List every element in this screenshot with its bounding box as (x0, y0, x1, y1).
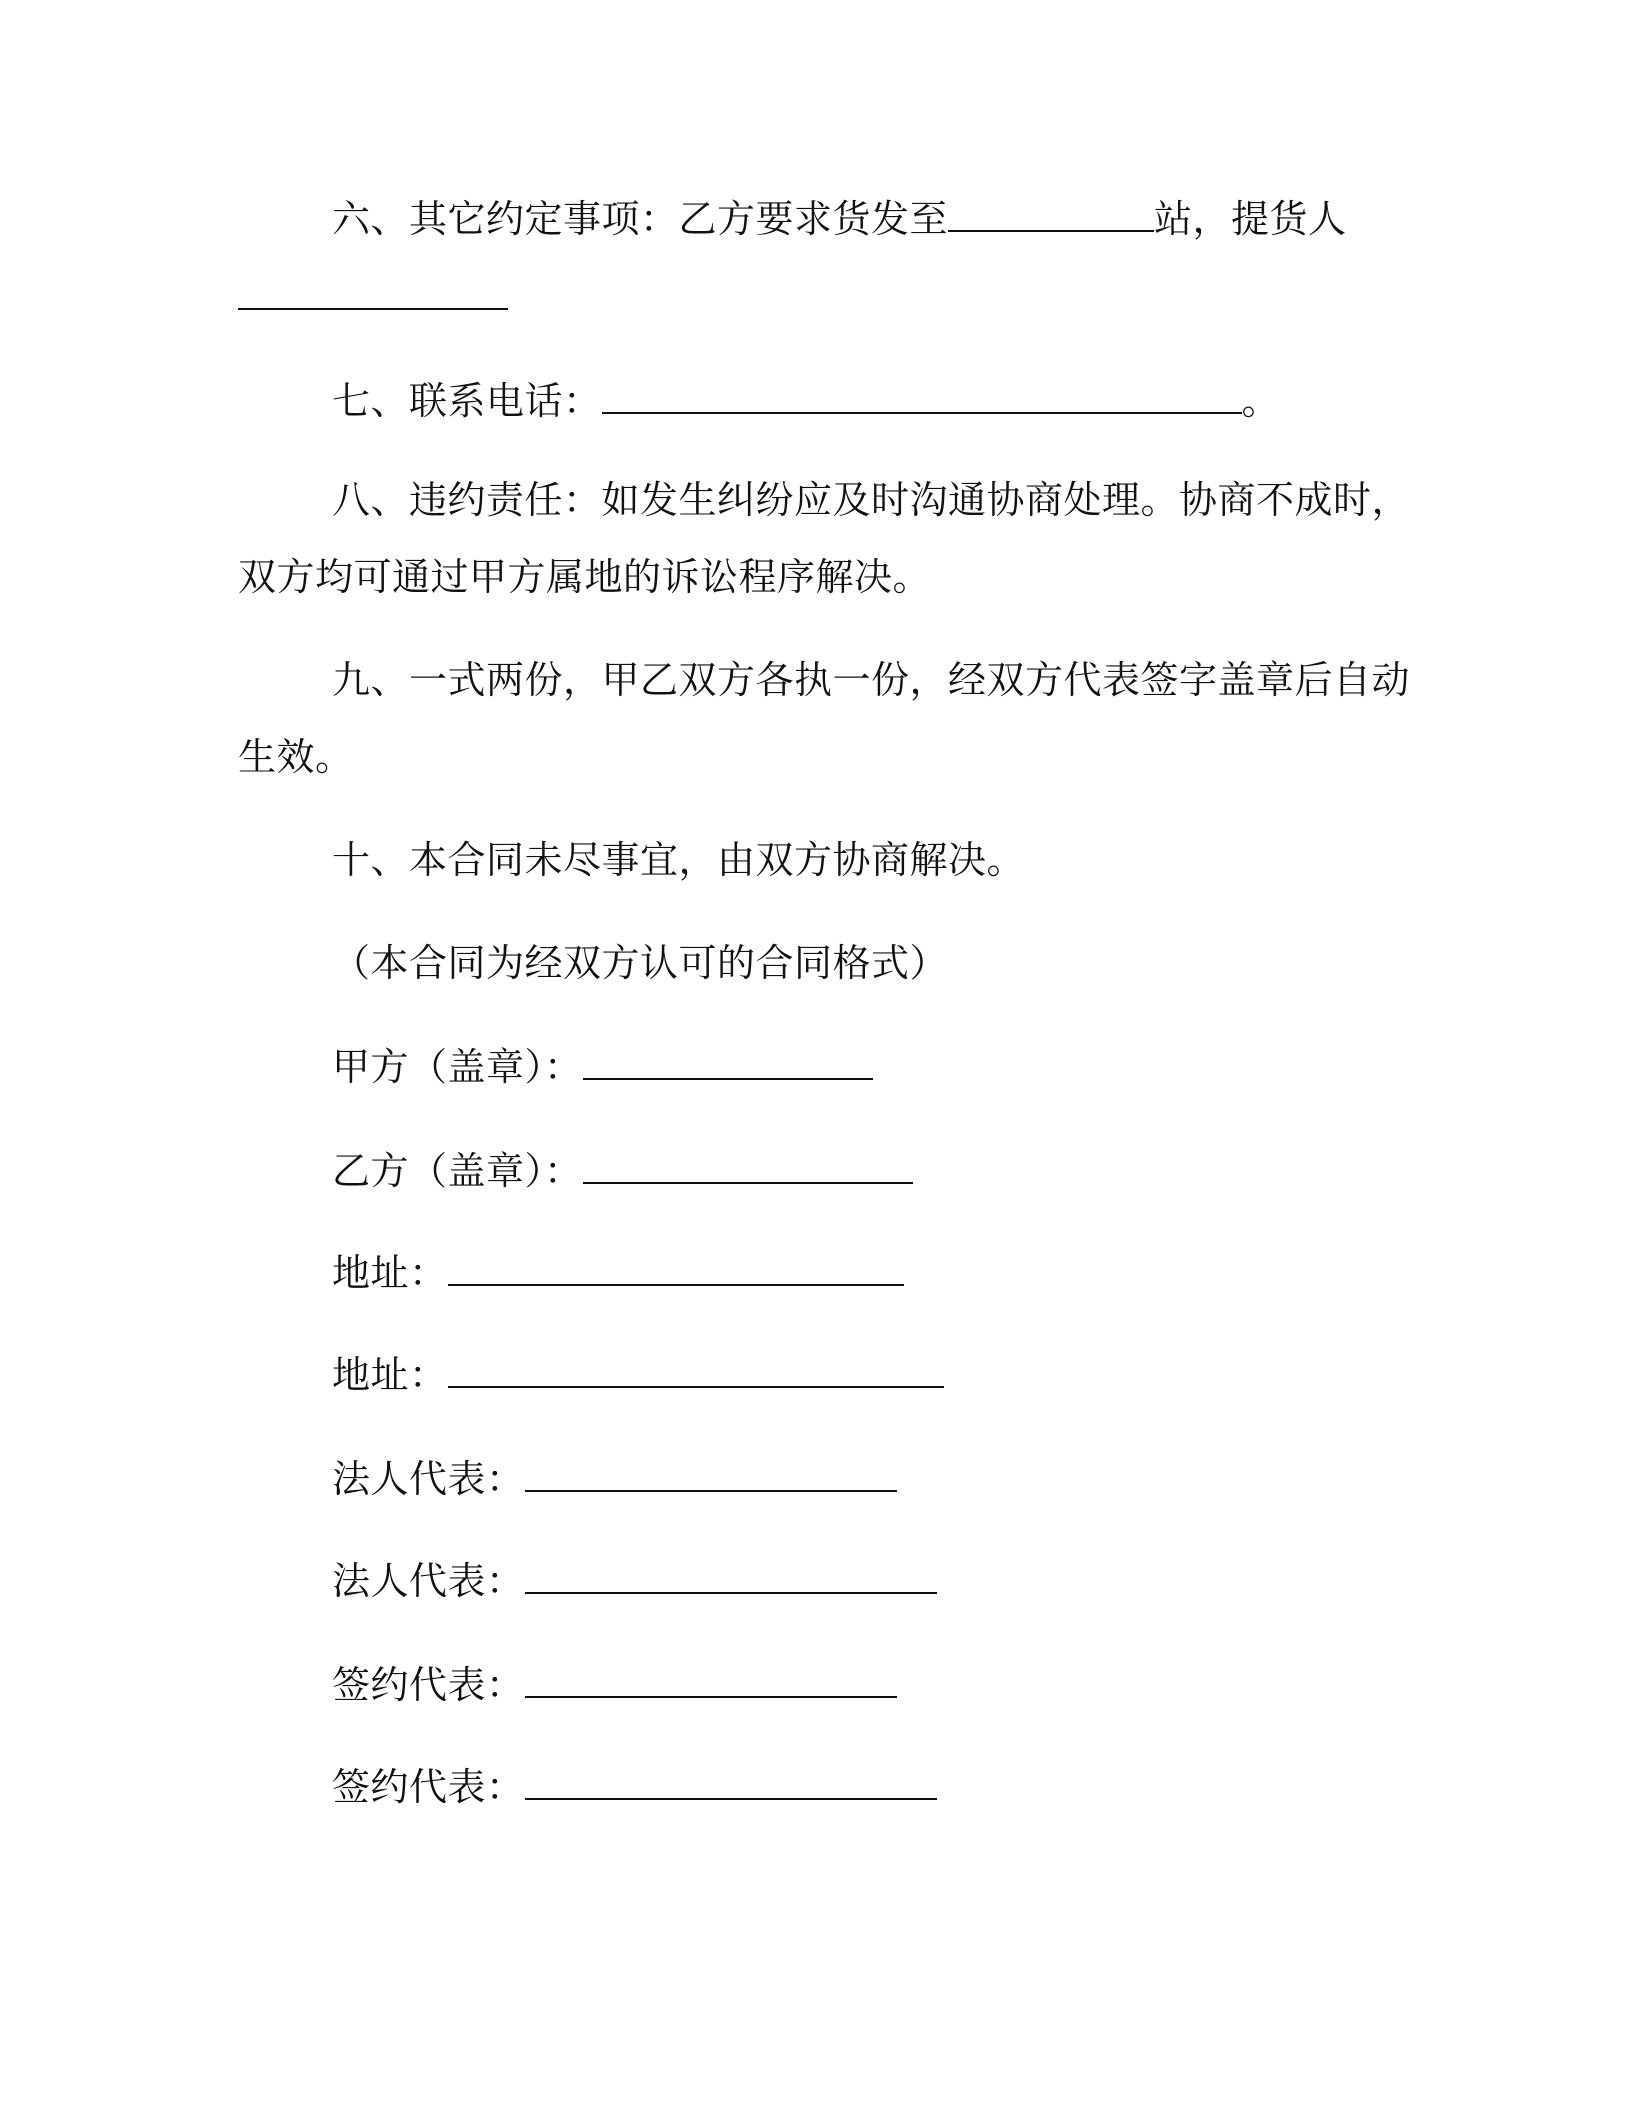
party-b-seal-label: 乙方（盖章）： (332, 1149, 583, 1193)
party-a-legal-rep-blank[interactable] (525, 1460, 897, 1492)
party-a-signing-rep-blank[interactable] (525, 1666, 897, 1698)
party-b-signing-rep-row (332, 1762, 937, 1812)
party-b-signing-rep-label: 签约代表： (332, 1765, 525, 1809)
contact-phone-blank[interactable] (602, 382, 1242, 414)
clause-six-prefix: 六、其它约定事项：乙方要求货发至 (332, 197, 949, 241)
party-a-address-row (332, 1248, 904, 1298)
party-a-address-label: 地址： (332, 1251, 448, 1295)
clause-nine-line2: 生效。 (238, 735, 354, 779)
clause-eight-line1: 八、违约责任：如发生纠纷应及时沟通协商处理。协商不成时， (332, 478, 1411, 522)
party-a-seal-blank[interactable] (583, 1048, 873, 1080)
party-a-seal-row (332, 1042, 873, 1092)
party-a-address-blank[interactable] (448, 1254, 904, 1286)
party-a-signing-rep-label: 签约代表： (332, 1663, 525, 1707)
consignee-blank[interactable] (238, 278, 508, 310)
party-a-signing-rep-row (332, 1660, 897, 1710)
party-a-seal-label: 甲方（盖章）： (332, 1045, 583, 1089)
contract-format-note: （本合同为经双方认可的合同格式） (332, 941, 949, 985)
clause-six-middle: 站，提货人 (1154, 197, 1347, 241)
party-b-address-label: 地址： (332, 1353, 448, 1397)
clause-seven-prefix: 七、联系电话： (332, 379, 602, 423)
party-b-address-blank[interactable] (448, 1356, 944, 1388)
party-a-legal-rep-row (332, 1454, 897, 1504)
party-b-address-row (332, 1350, 944, 1400)
consignee-line (238, 272, 508, 322)
party-b-signing-rep-blank[interactable] (525, 1768, 937, 1800)
clause-eight-line2: 双方均可通过甲方属地的诉讼程序解决。 (238, 555, 932, 599)
clause-seven (332, 376, 1280, 426)
party-a-legal-rep-label: 法人代表： (332, 1457, 525, 1501)
party-b-legal-rep-label: 法人代表： (332, 1559, 525, 1603)
party-b-seal-row (332, 1146, 913, 1196)
party-b-legal-rep-row (332, 1556, 937, 1606)
clause-seven-suffix: 。 (1241, 379, 1281, 423)
party-b-seal-blank[interactable] (583, 1152, 913, 1184)
destination-station-blank[interactable] (948, 200, 1154, 232)
clause-nine-line1: 九、一式两份，甲乙双方各执一份，经双方代表签字盖章后自动 (332, 658, 1411, 702)
party-b-legal-rep-blank[interactable] (525, 1562, 937, 1594)
clause-ten: 十、本合同未尽事宜，由双方协商解决。 (332, 838, 1026, 882)
clause-six (332, 194, 1347, 244)
